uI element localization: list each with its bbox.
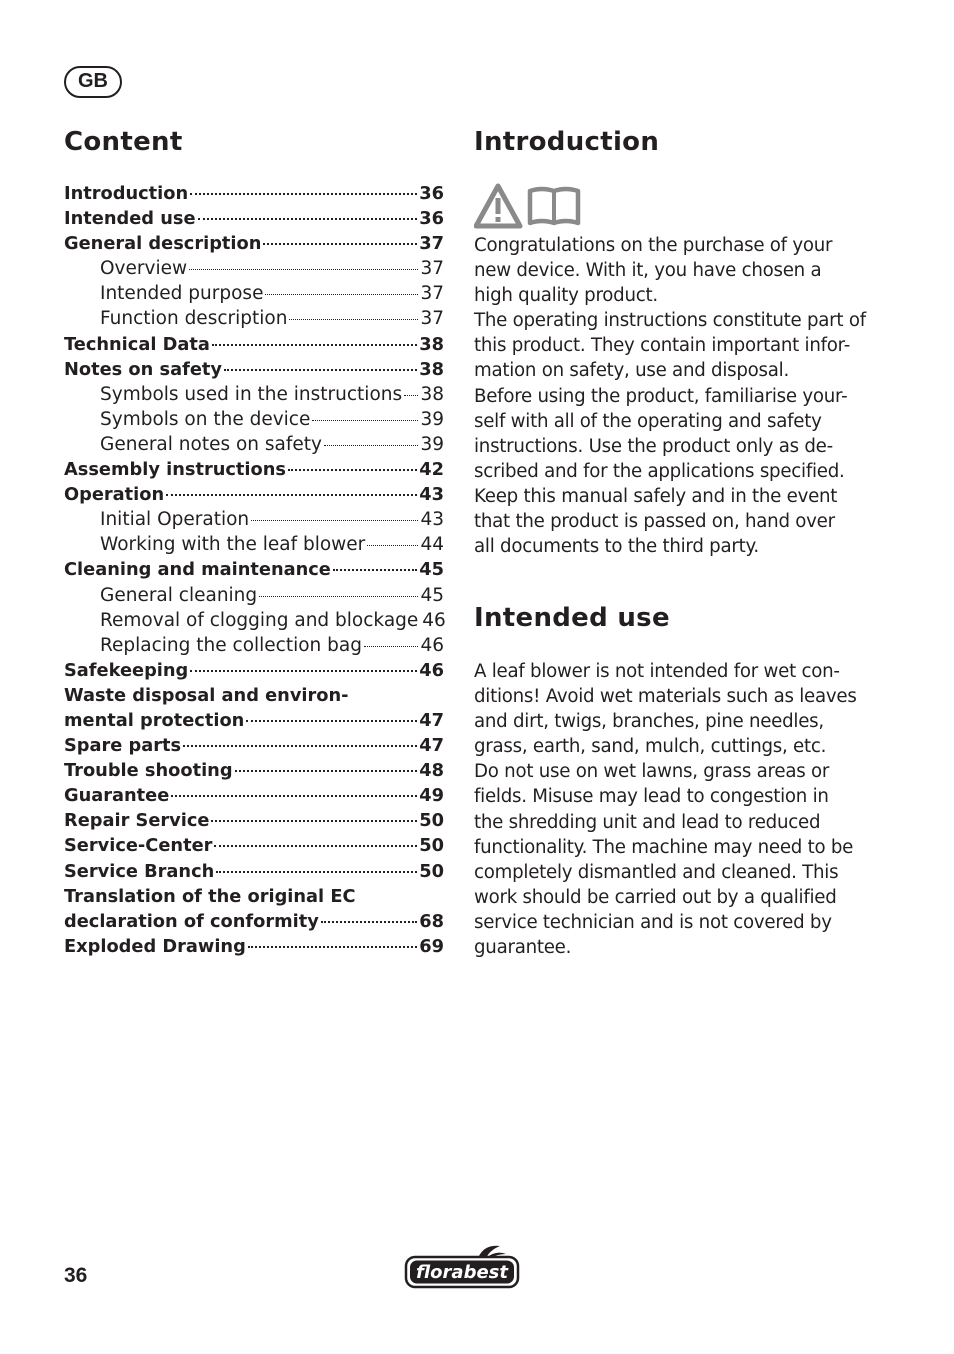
toc-entry	[64, 534, 444, 559]
toc-entry	[64, 810, 444, 835]
toc-entry-page: 46	[419, 659, 444, 681]
toc-entry-page: 45	[419, 559, 444, 581]
toc-entry-page: 36	[419, 183, 444, 204]
text-line: and dirt, twigs, branches, pine needles,	[474, 711, 824, 733]
toc-entry-label: Symbols used in the instructions	[100, 383, 403, 405]
toc-entry-page: 47	[419, 709, 444, 731]
toc-entry-page: 69	[419, 935, 444, 957]
toc-entry	[64, 710, 444, 735]
toc-entry-page: 44	[420, 534, 444, 556]
language-badge: GB	[64, 66, 122, 98]
toc-entry-label: Technical Data	[64, 333, 210, 355]
text-line: that the product is passed on, hand over	[474, 511, 835, 533]
text-line: scribed and for the applications specified.	[474, 460, 845, 482]
intended-use-heading: Intended use	[474, 603, 670, 633]
toc-entry	[64, 459, 444, 484]
toc-dot-leader	[263, 243, 417, 245]
toc-dot-leader	[189, 269, 418, 270]
toc-entry	[64, 585, 444, 610]
toc-entry	[64, 183, 444, 208]
toc-entry	[64, 509, 444, 534]
toc-entry	[64, 559, 444, 584]
text-line: The operating instructions constitute part of	[474, 310, 866, 332]
toc-entry-page: 38	[419, 333, 444, 355]
toc-dot-leader	[212, 344, 417, 346]
text-line: functionality. The machine may need to be	[474, 836, 854, 858]
toc-entry-label: Symbols on the device	[100, 408, 311, 430]
toc-dot-leader	[289, 319, 418, 320]
toc-dot-leader	[216, 871, 417, 873]
toc-dot-leader	[183, 745, 417, 747]
toc-entry	[64, 785, 444, 810]
toc-entry-page: 45	[420, 584, 444, 606]
toc-entry	[64, 936, 444, 961]
toc-entry-label: Replacing the collection bag	[100, 634, 362, 656]
toc-dot-leader	[321, 921, 417, 923]
toc-dot-leader	[246, 720, 417, 722]
toc-entry-page: 37	[420, 258, 444, 280]
toc-dot-leader	[190, 670, 417, 672]
text-line: A leaf blower is not intended for wet con-	[474, 661, 840, 682]
text-line: mation on safety, use and disposal.	[474, 360, 790, 382]
toc-entry-page: 50	[419, 860, 444, 882]
toc-entry-page: 39	[420, 433, 444, 455]
toc-entry-page: 43	[419, 484, 444, 506]
toc-entry-page: 43	[420, 509, 444, 531]
toc-entry	[64, 886, 444, 911]
toc-dot-leader	[251, 520, 418, 521]
toc-entry	[64, 660, 444, 685]
toc-entry-page: 37	[420, 308, 444, 330]
toc-entry	[64, 384, 444, 409]
text-line: Keep this manual safely and in the event	[474, 485, 838, 507]
toc-entry-label: Spare parts	[64, 735, 182, 757]
toc-entry	[64, 610, 444, 635]
text-line: fields. Misuse may lead to congestion in	[474, 786, 829, 808]
toc-entry-page: 46	[420, 634, 444, 656]
text-line: service technician and is not covered by	[474, 911, 832, 933]
text-line: all documents to the third party.	[474, 536, 759, 558]
toc-dot-leader	[214, 845, 417, 847]
toc-dot-leader	[224, 369, 417, 371]
toc-entry-label: Initial Operation	[100, 509, 250, 531]
toc-entry-page: 42	[419, 459, 444, 481]
toc-entry-page: 38	[420, 383, 444, 405]
toc-entry-label: Removal of clogging and blockage	[100, 609, 419, 631]
toc-entry-page: 68	[419, 910, 444, 932]
toc-dot-leader	[324, 445, 418, 446]
toc-entry-page: 39	[420, 408, 444, 430]
toc-entry	[64, 484, 444, 509]
toc-entry-page: 50	[419, 835, 444, 857]
toc-entry	[64, 359, 444, 384]
text-line: guarantee.	[474, 937, 572, 959]
page-number: 36	[64, 1264, 88, 1287]
toc-entry-label: General notes on safety	[100, 433, 322, 455]
text-line: new device. With it, you have chosen a	[474, 260, 822, 282]
toc-entry-label: declaration of conformity	[64, 910, 319, 932]
text-line: grass, earth, sand, mulch, cuttings, etc.	[474, 736, 827, 758]
florabest-logo	[404, 1244, 520, 1294]
toc-entry-label: Translation of the original EC	[64, 885, 356, 907]
toc-entry-page: 37	[419, 233, 444, 255]
toc-entry-label: Exploded Drawing	[64, 935, 246, 957]
toc-dot-leader	[190, 193, 417, 195]
introduction-heading: Introduction	[474, 127, 660, 157]
toc-entry-label: Service-Center	[64, 835, 213, 857]
text-line: instructions. Use the product only as de-	[474, 435, 833, 457]
text-line: completely dismantled and cleaned. This	[474, 861, 839, 883]
toc-entry-label: General description	[64, 233, 262, 255]
manual-book-icon	[530, 189, 578, 223]
toc-dot-leader	[166, 494, 417, 496]
toc-entry-label: Intended purpose	[100, 283, 264, 305]
toc-dot-leader	[333, 569, 417, 571]
toc-dot-leader	[404, 395, 418, 396]
toc-entry-label: Trouble shooting	[64, 760, 233, 782]
toc-dot-leader	[312, 420, 418, 421]
toc-entry-page: 47	[419, 735, 444, 757]
toc-entry-page: 49	[419, 785, 444, 807]
toc-entry-label: General cleaning	[100, 584, 258, 606]
toc-entry	[64, 233, 444, 258]
content-heading: Content	[64, 127, 183, 157]
toc-entry	[64, 409, 444, 434]
toc-dot-leader	[265, 294, 418, 295]
toc-entry	[64, 735, 444, 760]
text-line: Congratulations on the purchase of your	[474, 235, 833, 256]
toc-entry	[64, 434, 444, 459]
toc-entry-page: 46	[422, 609, 446, 631]
text-line: ditions! Avoid wet materials such as leaves	[474, 686, 857, 708]
text-line: the shredding unit and lead to reduced	[474, 811, 821, 833]
text-line: Do not use on wet lawns, grass areas or	[474, 761, 830, 783]
toc-entry-label: Safekeeping	[64, 659, 189, 681]
toc-entry-page: 38	[419, 358, 444, 380]
toc-dot-leader	[248, 946, 417, 948]
text-line: this product. They contain important infor-	[474, 335, 851, 357]
toc-entry	[64, 334, 444, 359]
toc-entry	[64, 685, 444, 710]
toc-entry-label: Repair Service	[64, 810, 210, 832]
text-line: high quality product.	[474, 285, 658, 307]
toc-entry-label: Introduction	[64, 183, 189, 204]
toc-dot-leader	[235, 770, 418, 772]
text-line: work should be carried out by a qualified	[474, 886, 837, 908]
toc-entry-label: Waste disposal and environ-	[64, 684, 349, 706]
toc-dot-leader	[364, 646, 418, 647]
toc-entry-page: 50	[419, 810, 444, 832]
text-line: Before using the product, familiarise your-	[474, 385, 848, 407]
toc-entry-label: Working with the leaf blower	[100, 534, 366, 556]
toc-entry	[64, 635, 444, 660]
introduction-icons	[474, 183, 584, 229]
toc-entry-page: 37	[420, 283, 444, 305]
toc-dot-leader	[259, 596, 418, 597]
toc-entry-page: 36	[419, 208, 444, 230]
toc-dot-leader	[171, 795, 417, 797]
toc-dot-leader	[367, 545, 418, 546]
brand-wordmark: florabest	[416, 1262, 508, 1283]
toc-entry-label: Operation	[64, 484, 165, 506]
toc-entry-label: Intended use	[64, 208, 196, 230]
toc-entry-label: Overview	[100, 258, 188, 280]
toc-dot-leader	[198, 218, 418, 220]
intended-use-text	[474, 659, 874, 960]
toc-entry	[64, 283, 444, 308]
toc-dot-leader	[211, 820, 417, 822]
toc-entry-label: Function description	[100, 308, 288, 330]
toc-dot-leader	[288, 469, 417, 471]
toc-entry-label: Cleaning and maintenance	[64, 559, 331, 581]
table-of-contents	[64, 183, 444, 961]
toc-entry-label: Notes on safety	[64, 358, 222, 380]
toc-entry-label: Service Branch	[64, 860, 215, 882]
toc-entry-label: Guarantee	[64, 785, 170, 807]
toc-entry-label: mental protection	[64, 709, 245, 731]
toc-entry	[64, 835, 444, 860]
toc-entry	[64, 208, 444, 233]
toc-entry-label: Assembly instructions	[64, 459, 286, 481]
toc-entry	[64, 861, 444, 886]
text-line: self with all of the operating and safety	[474, 410, 822, 432]
warning-triangle-icon	[476, 186, 520, 226]
toc-entry-page: 48	[419, 760, 444, 782]
toc-entry	[64, 760, 444, 785]
toc-entry	[64, 911, 444, 936]
introduction-text	[474, 233, 874, 559]
toc-entry	[64, 258, 444, 283]
toc-entry	[64, 308, 444, 333]
